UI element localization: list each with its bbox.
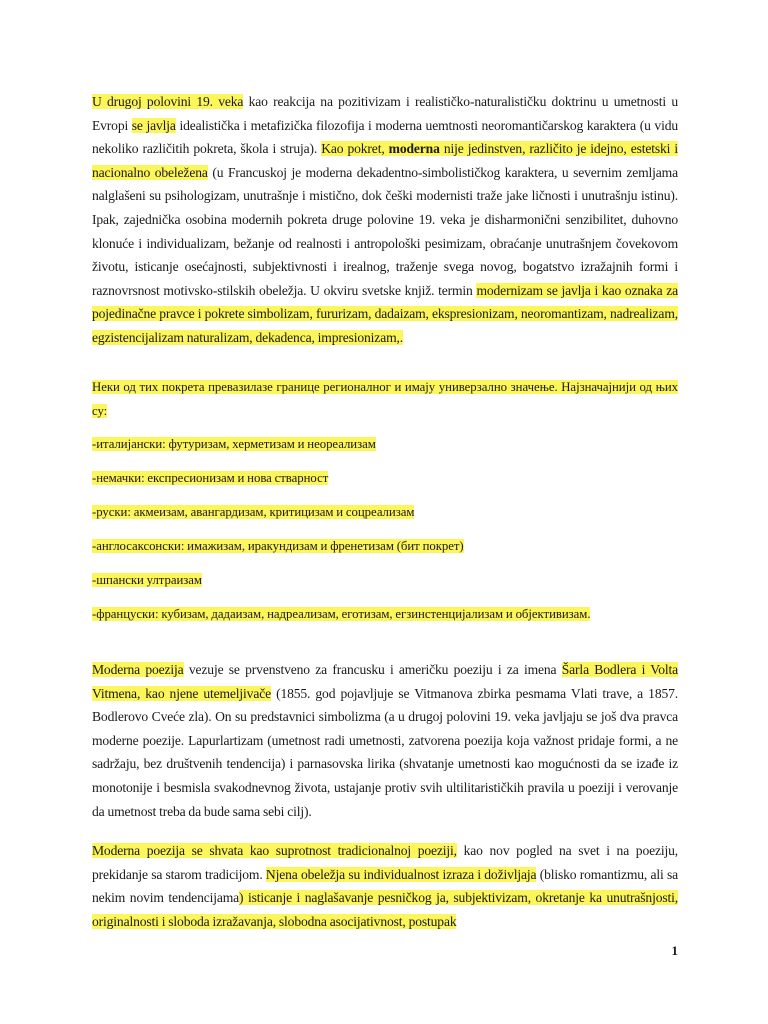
highlighted-text: moderna <box>388 141 440 157</box>
list-item-text: -италијански: футуризам, херметизам и неореализам <box>92 437 376 451</box>
text-run: (u Francuskoj je moderna dekadentno-simbolističkog karaktera, u severnim zemljama nalglašeni su psihologizam, unutrašnje i mistično, dok češki modernisti traže jake ličnosti i unutrašnju istinu). Ipak, zajednička osobina modernih pokreta druge polovine 19. veka je disharmonični senzibilitet, duhovno klonuće i individualizam, bežanje od realnosti i antropološki pesimizam, obraćanje unutrašnjem čovekovom životu, isticanje osećajnosti, subjektivnosti i irealnog, traženje svega novog, bogatstvo izražajnih formi i raznovrsnost motivsko-stilskih obeležja. U okviru svetske knjiž. termin <box>92 164 678 298</box>
highlighted-text: Kao pokret, <box>321 141 389 157</box>
highlighted-text: Moderna poezija se shvata kao suprotnost tradicionalnoj poeziji, <box>92 843 457 858</box>
list-item-french <box>92 603 678 627</box>
paragraph-modernism-intro <box>92 90 678 350</box>
highlighted-text: ) isticanje i naglašavanje pesničkog ja, subjektivizam, okretanje ka unutrašnjosti, originalnosti i sloboda izražavanja, slobodna asocijativnost, postupak <box>92 890 678 929</box>
list-item-text: -немачки: експресионизам и нова стварност <box>92 471 329 485</box>
list-item-spanish <box>92 569 678 593</box>
text-run: kao nov pogled na svet i na poeziju, prekidanje sa starom tradicijom. <box>92 843 679 882</box>
list-item-text: -француски: кубизам, дадаизам, надреализам, еготизам, егзинстенцијализам и објективизам. <box>92 607 591 621</box>
list-item-russian <box>92 501 678 525</box>
paragraph-movements-intro <box>92 376 678 423</box>
list-item-italian <box>92 433 678 457</box>
highlighted-text: se javlja <box>131 117 176 133</box>
highlighted-text: Njena obeležja su individualnost izraza i doživljaja <box>265 866 537 882</box>
list-item-text: -руски: акмеизам, авангардизам, критицизам и соцреализам <box>92 505 415 519</box>
paragraph-modern-poetry-features <box>92 839 678 933</box>
list-item-german <box>92 467 678 491</box>
text-run: kao reakcija na pozitivizam i realističko-naturalističku doktrinu u umetnosti u Evropi <box>92 94 678 133</box>
highlighted-text: nije jedinstven, različito je idejno, estetski i nacionalno obeležena <box>92 141 679 180</box>
highlighted-text: modernizam se javlja i kao oznaka za pojedinačne pravce i pokrete simbolizam, fururizam, dadaizam, ekspresionizam, neoromantizam, nadrealizam, egzistencijalizam naturalizam, dekadenca, impresionizam,. <box>92 282 678 345</box>
highlighted-text: U drugoj polovini 19. veka <box>92 94 244 109</box>
highlighted-text: Неки од тих покрета превазилазе границе регионалног и имају универзално значење. Најзначајнији од њих су: <box>92 380 678 418</box>
paragraph-modern-poetry <box>92 658 678 823</box>
text-run: vezuje se prvenstveno za francusku i američku poeziju i za imena <box>183 662 562 677</box>
highlighted-text: Šarla Bodlera i Volta Vitmena, kao njene utemeljivače <box>92 662 679 701</box>
list-item-text: -шпански ултраизам <box>92 573 202 587</box>
text-run: idealistička i metafizička filozofija i moderna uemtnosti neoromantičarskog karaktera (u vidu nekoliko različitih pokreta, škola i struja). <box>92 117 678 157</box>
list-item-anglo-saxon <box>92 535 678 559</box>
list-item-text: -англосаксонски: имажизам, иракундизам и френетизам (бит покрет) <box>92 539 464 553</box>
text-run: (1855. god pojavljuje se Vitmanova zbirka pesmama Vlati trave, a 1857. Bodlerovo Cveće zla). On su predstavnici simbolizma (a u drugoj polovini 19. veka javljaju se još dva pravca moderne poezije. Lapurlartizam (umetnost radi umetnosti, zatvorena poezija koja važnost pridaje formi, a ne sadržaju, bez društvenih tendencija) i parnasovska lirika (shvatanje umetnosti kao mogućnosti da se izađe iz monotonije i besmisla svakodnevnog života, ustajanje protiv svih ultilitarističkih pravila u poeziji i verovanje da umetnost treba da bude sama sebi cilj). <box>92 685 679 819</box>
page-number: 1 <box>671 943 678 958</box>
highlighted-text: Moderna poezija <box>92 662 184 677</box>
text-run: (blisko romantizmu, ali sa nekim novim tendencijama <box>92 866 678 906</box>
